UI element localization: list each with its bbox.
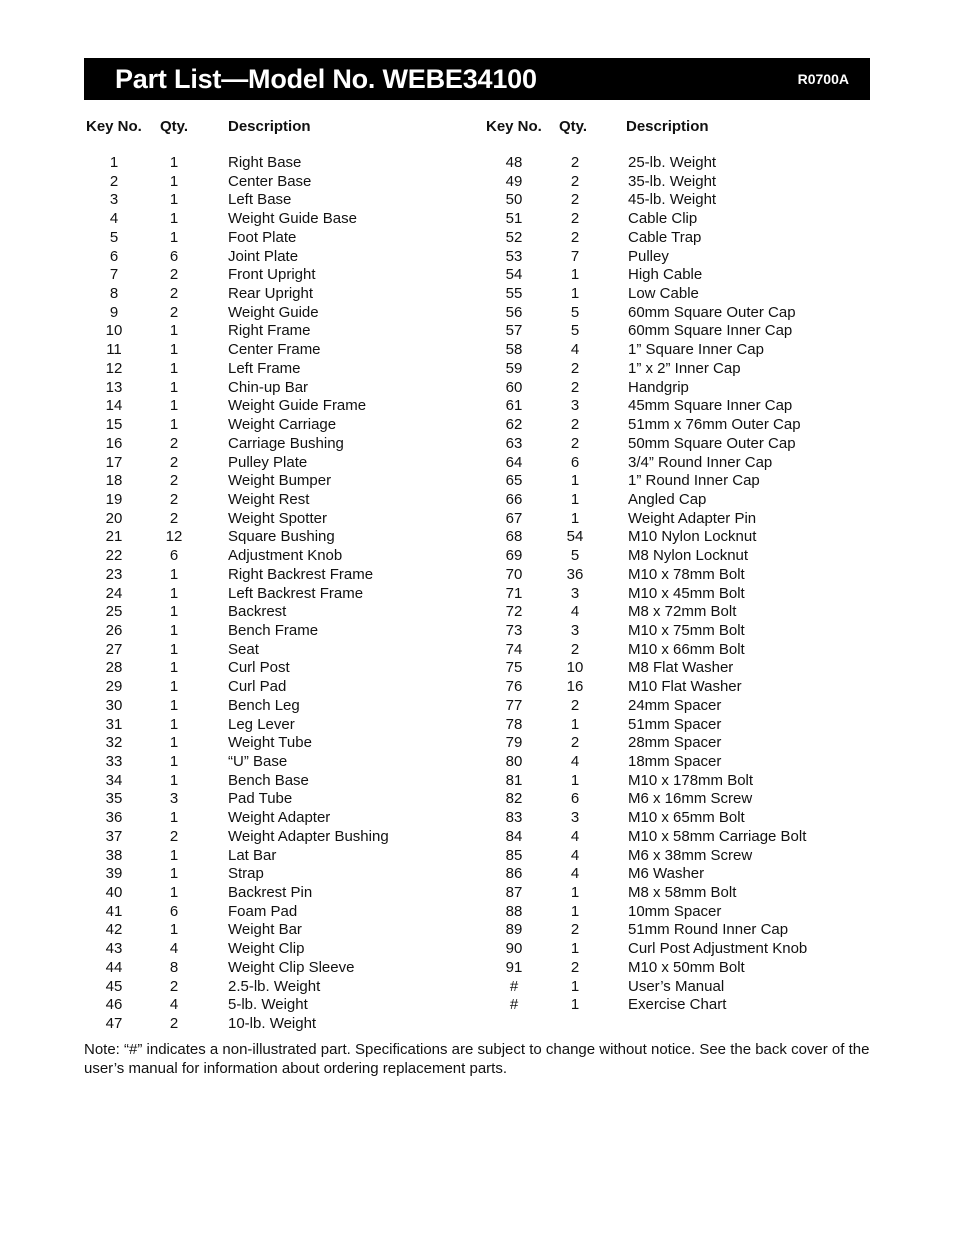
description-cell: Pulley [628,247,669,265]
qty-cell: 1 [169,734,179,752]
description-cell: Center Base [228,172,312,190]
key-no-cell: 67 [505,509,523,527]
key-no-header: Key No. [486,118,542,135]
key-no-cell: 41 [105,902,123,920]
key-no-cell: 22 [105,547,123,565]
key-no-cell: 57 [505,322,523,340]
description-cell: M6 x 38mm Screw [628,846,753,864]
key-no-cell: 80 [505,753,523,770]
key-no-cell: 53 [505,247,523,265]
description-cell: Weight Adapter [228,809,331,827]
description-cell: 1” Round Inner Cap [628,472,760,490]
key-no-cell: 76 [505,678,523,696]
key-no-cell: 4 [109,210,119,228]
key-no-cell: 1 [109,154,119,171]
key-no-cell: 68 [505,528,523,546]
description-cell: 28mm Spacer [628,734,722,752]
qty-cell: 2 [570,378,580,396]
qty-cell: 2 [570,228,580,246]
qty-cell: 1 [169,640,179,658]
description-cell: 25-lb. Weight [628,154,717,171]
qty-cell: 54 [566,528,584,546]
key-no-cell: 29 [105,678,123,696]
qty-cell: 1 [169,846,179,864]
qty-cell: 1 [570,285,580,303]
description-cell: 24mm Spacer [628,696,722,714]
key-no-cell: 7 [109,266,119,284]
key-no-cell: 48 [505,154,523,171]
description-cell: M8 x 72mm Bolt [628,603,737,621]
qty-cell: 1 [169,154,179,171]
description-cell: 3/4” Round Inner Cap [628,453,773,471]
key-no-cell: 56 [505,303,523,321]
footnote: Note: “#” indicates a non-illustrated part. Specifications are subject to change without notice. See the back cover of the user’s manual for information about ordering replacement parts. [84,1041,870,1077]
qty-cell: 1 [169,715,179,733]
qty-cell: 1 [169,416,179,434]
description-cell: 10-lb. Weight [228,1015,317,1033]
description-cell: M10 x 78mm Bolt [628,565,745,583]
qty-cell: 4 [169,940,179,958]
qty-cell: 2 [169,303,179,321]
qty-cell: 10 [566,659,584,677]
key-no-cell: 75 [505,659,523,677]
qty-cell: 2 [169,266,179,284]
description-cell: Foam Pad [228,902,298,920]
key-no-cell: 25 [105,603,123,621]
key-no-cell: 10 [105,322,123,340]
key-no-cell: 46 [105,996,123,1014]
key-no-cell: 64 [505,453,523,471]
key-no-cell: 52 [505,228,523,246]
key-no-cell: 62 [505,416,523,434]
qty-cell: 1 [570,771,580,789]
key-no-cell: 79 [505,734,523,752]
key-no-cell: 9 [109,303,119,321]
qty-cell: 1 [169,565,179,583]
key-no-cell: 12 [105,359,123,377]
qty-cell: 1 [169,359,179,377]
qty-cell: 6 [169,902,179,920]
description-header: Description [228,118,311,135]
description-cell: Lat Bar [228,846,277,864]
key-no-cell: 34 [105,771,123,789]
key-no-cell: 82 [505,790,523,808]
qty-cell: 2 [169,509,179,527]
qty-cell: 1 [570,715,580,733]
qty-cell: 4 [570,865,580,883]
qty-cell: 2 [169,434,179,452]
key-no-cell: 35 [105,790,123,808]
description-cell: Weight Spotter [228,509,327,527]
key-no-cell: 63 [505,434,523,452]
description-cell: Rear Upright [228,285,314,303]
description-cell: Weight Clip [228,940,305,958]
description-cell: “U” Base [228,753,288,770]
description-cell: 45-lb. Weight [628,191,717,209]
description-cell: Pad Tube [228,790,293,808]
description-cell: Left Base [228,191,292,209]
qty-cell: 5 [570,547,580,565]
qty-cell: 4 [570,603,580,621]
qty-cell: 1 [169,659,179,677]
qty-cell: 1 [169,921,179,939]
key-no-header: Key No. [86,118,142,135]
description-cell: Curl Pad [228,678,287,696]
key-no-cell: 37 [105,827,123,845]
qty-cell: 2 [169,827,179,845]
qty-cell: 2 [169,977,179,995]
description-cell: Weight Adapter Bushing [228,827,389,845]
key-no-cell: 50 [505,191,523,209]
qty-cell: 3 [570,621,580,639]
description-cell: Carriage Bushing [228,434,344,452]
key-no-cell: 39 [105,865,123,883]
description-cell: Weight Rest [228,490,310,508]
key-no-cell: 71 [505,584,523,602]
qty-header: Qty. [160,118,189,135]
description-cell: M10 Flat Washer [628,678,742,696]
qty-cell: 16 [566,678,584,696]
key-no-cell: 70 [505,565,523,583]
qty-cell: 1 [169,322,179,340]
key-no-cell: 32 [105,734,123,752]
qty-cell: 4 [570,846,580,864]
qty-cell: 2 [570,640,580,658]
description-cell: M6 Washer [628,865,705,883]
description-cell: Weight Guide Frame [228,397,367,415]
key-no-cell: 49 [505,172,523,190]
qty-cell: 1 [169,378,179,396]
qty-cell: 2 [169,285,179,303]
description-cell: M10 x 45mm Bolt [628,584,745,602]
description-header: Description [626,118,709,135]
description-cell: M10 x 58mm Carriage Bolt [628,827,807,845]
description-cell: Weight Carriage [228,416,337,434]
key-no-cell: 72 [505,603,523,621]
key-no-cell: 45 [105,977,123,995]
description-cell: Chin-up Bar [228,378,309,396]
key-no-cell: 33 [105,753,123,770]
key-no-cell: 59 [505,359,523,377]
description-cell: M6 x 16mm Screw [628,790,753,808]
key-no-cell: 5 [109,228,119,246]
description-cell: Backrest Pin [228,884,313,902]
key-no-cell: 19 [105,490,123,508]
qty-cell: 1 [570,266,580,284]
description-cell: Right Base [228,154,302,171]
qty-cell: 1 [169,228,179,246]
description-cell: 1” Square Inner Cap [628,341,764,359]
qty-cell: 1 [570,996,580,1014]
description-cell: Pulley Plate [228,453,308,471]
key-no-cell: # [509,996,519,1014]
description-cell: M8 Nylon Locknut [628,547,749,565]
key-no-cell: 8 [109,285,119,303]
qty-header: Qty. [559,118,588,135]
key-no-cell: 38 [105,846,123,864]
description-cell: Weight Tube [228,734,312,752]
description-cell: Strap [228,865,264,883]
description-cell: Joint Plate [228,247,299,265]
key-no-cell: 43 [105,940,123,958]
description-cell: M10 x 66mm Bolt [628,640,745,658]
qty-cell: 3 [570,397,580,415]
qty-cell: 12 [165,528,183,546]
description-cell: Cable Clip [628,210,698,228]
description-cell: Seat [228,640,259,658]
key-no-cell: 28 [105,659,123,677]
qty-cell: 7 [570,247,580,265]
key-no-cell: 6 [109,247,119,265]
key-no-cell: 23 [105,565,123,583]
qty-cell: 4 [570,341,580,359]
key-no-cell: 27 [105,640,123,658]
description-cell: Weight Guide [228,303,319,321]
description-cell: Bench Leg [228,696,300,714]
qty-cell: 1 [570,472,580,490]
description-cell: Weight Bar [228,921,302,939]
description-cell: Handgrip [628,378,689,396]
qty-cell: 2 [570,191,580,209]
qty-cell: 1 [169,865,179,883]
key-no-cell: 3 [109,191,119,209]
qty-cell: 2 [570,921,580,939]
description-cell: 45mm Square Inner Cap [628,397,793,415]
description-cell: 10mm Spacer [628,902,722,920]
description-cell: Cable Trap [628,228,702,246]
qty-cell: 2 [169,472,179,490]
qty-cell: 2 [570,210,580,228]
qty-cell: 6 [169,247,179,265]
key-no-cell: 17 [105,453,123,471]
key-no-cell: 36 [105,809,123,827]
key-no-cell: 90 [505,940,523,958]
key-no-cell: 91 [505,958,523,976]
key-no-cell: 2 [109,172,119,190]
qty-cell: 1 [169,753,179,770]
description-cell: Front Upright [228,266,316,284]
description-cell: Backrest [228,603,287,621]
key-no-cell: 81 [505,771,523,789]
qty-cell: 1 [169,678,179,696]
description-cell: Center Frame [228,341,321,359]
description-cell: Weight Guide Base [228,210,357,228]
qty-cell: 6 [570,453,580,471]
key-no-cell: 74 [505,640,523,658]
qty-cell: 3 [570,584,580,602]
key-no-cell: 42 [105,921,123,939]
description-cell: 51mm Round Inner Cap [628,921,789,939]
qty-cell: 4 [570,753,580,770]
description-cell: Leg Lever [228,715,295,733]
description-cell: 50mm Square Outer Cap [628,434,796,452]
qty-cell: 2 [570,172,580,190]
description-cell: Square Bushing [228,528,335,546]
key-no-cell: 31 [105,715,123,733]
description-cell: 2.5-lb. Weight [228,977,321,995]
description-cell: Weight Adapter Pin [628,509,757,527]
description-cell: Bench Frame [228,621,319,639]
qty-cell: 3 [169,790,179,808]
key-no-cell: 15 [105,416,123,434]
description-cell: M8 Flat Washer [628,659,734,677]
description-cell: 60mm Square Outer Cap [628,303,796,321]
title-bar [84,58,870,100]
key-no-cell: # [509,977,519,995]
key-no-cell: 83 [505,809,523,827]
description-cell: M10 x 50mm Bolt [628,958,745,976]
key-no-cell: 88 [505,902,523,920]
qty-cell: 1 [570,902,580,920]
key-no-cell: 16 [105,434,123,452]
qty-cell: 1 [169,603,179,621]
description-cell: M10 x 178mm Bolt [628,771,754,789]
description-cell: 51mm Spacer [628,715,722,733]
qty-cell: 1 [169,884,179,902]
description-cell: Weight Bumper [228,472,332,490]
description-cell: Left Backrest Frame [228,584,364,602]
qty-cell: 2 [570,734,580,752]
description-cell: 1” x 2” Inner Cap [628,359,741,377]
key-no-cell: 87 [505,884,523,902]
qty-cell: 2 [570,696,580,714]
qty-cell: 1 [169,584,179,602]
qty-cell: 1 [169,397,179,415]
qty-cell: 1 [570,490,580,508]
document-code: R0700A [797,71,849,87]
qty-cell: 1 [169,771,179,789]
key-no-cell: 60 [505,378,523,396]
qty-cell: 4 [169,996,179,1014]
key-no-cell: 30 [105,696,123,714]
description-cell: M10 x 65mm Bolt [628,809,745,827]
key-no-cell: 73 [505,621,523,639]
qty-cell: 4 [570,827,580,845]
description-cell: Left Frame [228,359,301,377]
description-cell: Weight Clip Sleeve [228,958,355,976]
qty-cell: 1 [169,696,179,714]
qty-cell: 1 [169,172,179,190]
key-no-cell: 44 [105,958,123,976]
description-cell: 60mm Square Inner Cap [628,322,793,340]
description-cell: Right Frame [228,322,311,340]
description-cell: Low Cable [628,285,699,303]
key-no-cell: 66 [505,490,523,508]
qty-cell: 8 [169,958,179,976]
key-no-cell: 84 [505,827,523,845]
qty-cell: 1 [169,210,179,228]
key-no-cell: 55 [505,285,523,303]
description-cell: Curl Post [228,659,290,677]
qty-cell: 6 [570,790,580,808]
key-no-cell: 24 [105,584,123,602]
qty-cell: 2 [169,1015,179,1033]
description-cell: Foot Plate [228,228,297,246]
qty-cell: 36 [566,565,584,583]
key-no-cell: 14 [105,397,123,415]
description-cell: 51mm x 76mm Outer Cap [628,416,801,434]
qty-cell: 1 [570,884,580,902]
key-no-cell: 58 [505,341,523,359]
qty-cell: 6 [169,547,179,565]
qty-cell: 3 [570,809,580,827]
description-cell: High Cable [628,266,703,284]
key-no-cell: 78 [505,715,523,733]
description-cell: User’s Manual [628,977,725,995]
key-no-cell: 13 [105,378,123,396]
description-cell: 35-lb. Weight [628,172,717,190]
key-no-cell: 18 [105,472,123,490]
description-cell: Curl Post Adjustment Knob [628,940,808,958]
key-no-cell: 47 [105,1015,123,1033]
key-no-cell: 51 [505,210,523,228]
qty-cell: 5 [570,322,580,340]
qty-cell: 2 [169,453,179,471]
description-cell: M10 x 75mm Bolt [628,621,745,639]
qty-cell: 2 [570,434,580,452]
key-no-cell: 86 [505,865,523,883]
qty-cell: 5 [570,303,580,321]
qty-cell: 2 [570,958,580,976]
description-cell: Adjustment Knob [228,547,343,565]
qty-cell: 1 [169,621,179,639]
description-cell: M10 Nylon Locknut [628,528,757,546]
qty-cell: 1 [169,341,179,359]
description-cell: M8 x 58mm Bolt [628,884,737,902]
description-cell: Right Backrest Frame [228,565,374,583]
key-no-cell: 40 [105,884,123,902]
qty-cell: 2 [570,416,580,434]
qty-cell: 2 [169,490,179,508]
description-cell: Bench Base [228,771,309,789]
qty-cell: 2 [570,359,580,377]
key-no-cell: 85 [505,846,523,864]
description-cell: Exercise Chart [628,996,727,1014]
qty-cell: 1 [169,191,179,209]
qty-cell: 1 [570,940,580,958]
qty-cell: 1 [169,809,179,827]
key-no-cell: 11 [106,341,122,359]
page-title: Part List—Model No. WEBE34100 [115,64,537,94]
description-cell: 18mm Spacer [628,753,722,770]
qty-cell: 1 [570,977,580,995]
key-no-cell: 89 [505,921,523,939]
description-cell: 5-lb. Weight [228,996,308,1014]
key-no-cell: 21 [105,528,123,546]
key-no-cell: 65 [505,472,523,490]
key-no-cell: 61 [505,397,523,415]
key-no-cell: 54 [505,266,523,284]
description-cell: Angled Cap [628,490,707,508]
qty-cell: 2 [570,154,580,171]
key-no-cell: 69 [505,547,523,565]
key-no-cell: 20 [105,509,123,527]
key-no-cell: 26 [105,621,123,639]
qty-cell: 1 [570,509,580,527]
key-no-cell: 77 [505,696,523,714]
